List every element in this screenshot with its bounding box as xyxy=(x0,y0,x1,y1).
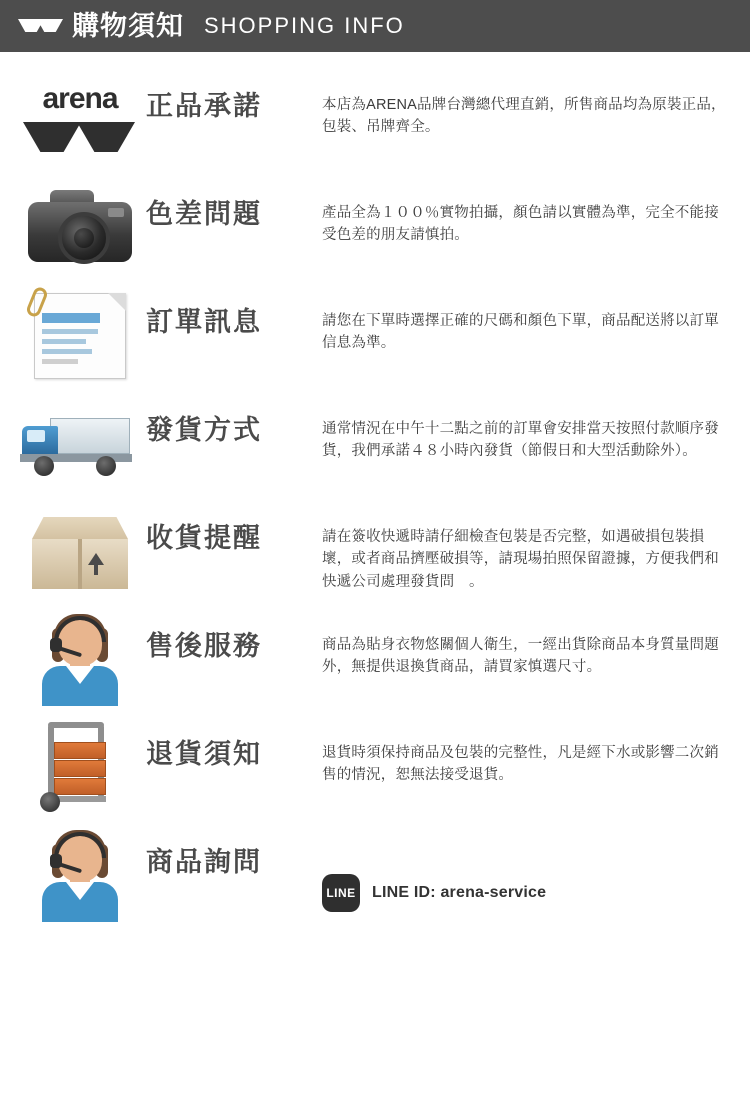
list-item xyxy=(0,714,750,822)
list-item xyxy=(0,390,750,498)
info-row-list xyxy=(0,52,750,930)
row-label: 退貨須知 xyxy=(146,739,262,769)
list-item xyxy=(0,282,750,390)
arena-double-chevron-icon xyxy=(18,13,64,39)
row-text: 退貨時須保持商品及包裝的完整性，凡是經下水或影響二次銷售的情況，恕無法接受退貨。 xyxy=(322,745,719,784)
list-item xyxy=(0,822,750,930)
row-label: 訂單訊息 xyxy=(146,307,262,337)
row-label: 收貨提醒 xyxy=(146,523,262,553)
list-item xyxy=(0,174,750,282)
line-icon: LINE xyxy=(322,874,360,912)
row-icon-cell xyxy=(14,288,146,384)
row-text: 本店為ARENA品牌台灣總代理直銷，所售商品均為原裝正品，包裝、吊牌齊全。 xyxy=(322,97,726,136)
list-item xyxy=(0,498,750,606)
line-contact[interactable] xyxy=(322,850,732,912)
row-icon-cell xyxy=(14,828,146,924)
customer-service-agent-icon xyxy=(36,830,124,922)
row-text: 產品全為１００％實物拍攝，顏色請以實體為準，完全不能接受色差的朋友請慎拍。 xyxy=(322,205,719,244)
hand-truck-icon xyxy=(34,722,126,814)
page-header xyxy=(0,0,750,52)
row-label: 正品承諾 xyxy=(146,91,262,121)
camera-icon xyxy=(28,188,132,268)
row-text: 請您在下單時選擇正確的尺碼和顏色下單，商品配送將以訂單信息為準。 xyxy=(322,313,719,352)
page-title-en: SHOPPING INFO xyxy=(204,13,405,38)
customer-service-agent-icon xyxy=(36,614,124,706)
row-label: 發貨方式 xyxy=(146,415,262,445)
row-icon-cell xyxy=(14,720,146,816)
line-id-text: LINE ID: arena-service xyxy=(372,883,547,901)
row-icon-cell xyxy=(14,72,146,168)
row-label: 商品詢問 xyxy=(146,847,262,877)
row-text xyxy=(322,828,732,912)
list-item xyxy=(0,606,750,714)
row-text: 請在簽收快遞時請仔細檢查包裝是否完整，如遇破損包裝損壞，或者商品擠壓破損等，請現場拍照保留證據，方便我們和快遞公司處理發貨問 。 xyxy=(322,529,719,590)
row-icon-cell xyxy=(14,504,146,600)
row-label: 售後服務 xyxy=(146,631,262,661)
package-box-icon xyxy=(32,509,128,595)
row-icon-cell xyxy=(14,612,146,708)
row-label: 色差問題 xyxy=(146,199,262,229)
order-document-icon xyxy=(34,293,126,379)
row-icon-cell xyxy=(14,396,146,492)
row-icon-cell xyxy=(14,180,146,276)
row-text: 通常情況在中午十二點之前的訂單會安排當天按照付款順序發貨，我們承諾４８小時內發貨（節假日和大型活動除外）。 xyxy=(322,421,719,460)
row-text: 商品為貼身衣物悠關個人衛生，一經出貨除商品本身質量問題外，無提供退換貨商品，請買家慎選尺寸。 xyxy=(322,637,719,676)
arena-logo-icon: arena xyxy=(21,84,139,156)
list-item xyxy=(0,66,750,174)
delivery-truck-icon xyxy=(20,408,140,480)
page-title-cn: 購物須知 xyxy=(72,10,184,41)
